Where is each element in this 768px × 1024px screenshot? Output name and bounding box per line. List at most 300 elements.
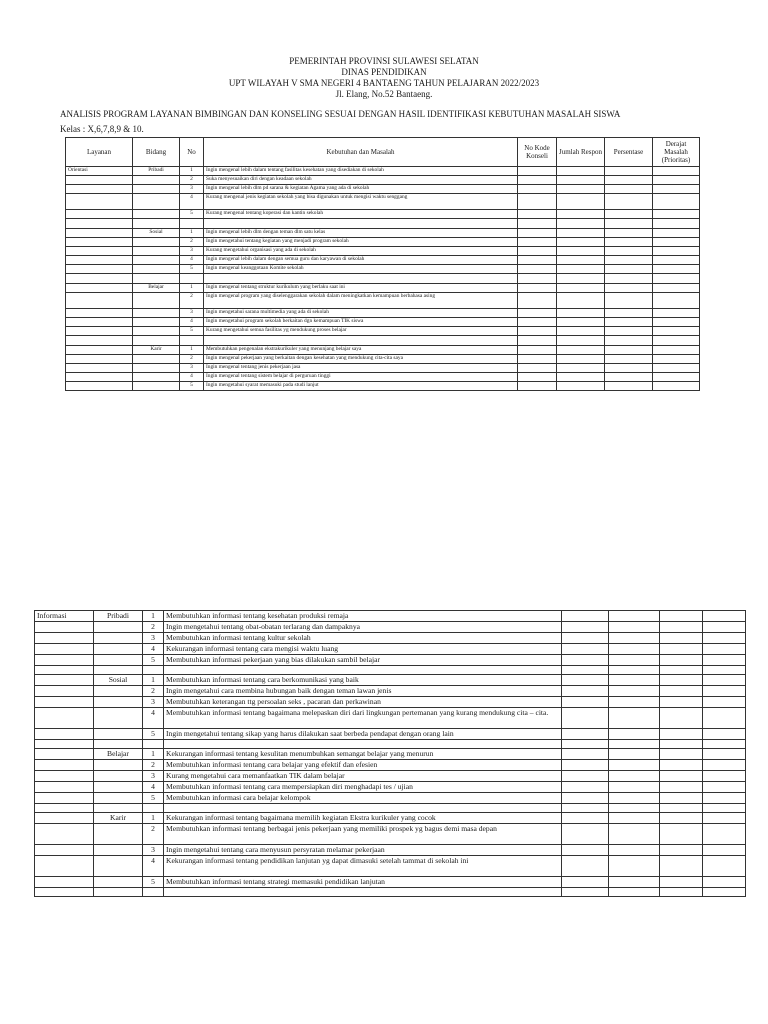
kode-cell: [562, 611, 609, 622]
table-row: [66, 185, 700, 194]
derajat-cell: [703, 749, 746, 760]
kebutuhan-cell: Ingin mengetahui tentang kegiatan yang menjadi program sekolah: [204, 238, 518, 247]
derajat-cell: [703, 675, 746, 686]
header-persentase: Persentase: [605, 138, 653, 167]
no-cell: 3: [180, 309, 204, 318]
derajat-cell: [703, 686, 746, 697]
kode-cell: [562, 675, 609, 686]
derajat-cell: [703, 760, 746, 771]
layanan-cell: [35, 877, 94, 888]
jumlah-cell: [557, 247, 605, 256]
kode-cell: [518, 355, 557, 364]
kode-cell: [562, 856, 609, 877]
jumlah-cell: [557, 318, 605, 327]
layanan-cell: [66, 364, 133, 373]
bidang-cell: Pribadi: [133, 167, 180, 176]
layanan-cell: [35, 888, 94, 897]
derajat-cell: [653, 355, 700, 364]
persentase-cell: [605, 176, 653, 185]
layanan-cell: [35, 633, 94, 644]
no-cell: [143, 666, 164, 675]
persentase-cell: [605, 229, 653, 238]
jumlah-cell: [557, 210, 605, 219]
derajat-cell: [653, 327, 700, 336]
kode-cell: [518, 256, 557, 265]
table-row: [35, 749, 746, 760]
layanan-cell: [66, 309, 133, 318]
jumlah-cell: [557, 274, 605, 284]
header-kebutuhan: Kebutuhan dan Masalah: [204, 138, 518, 167]
kode-cell: [518, 274, 557, 284]
derajat-cell: [703, 697, 746, 708]
table-row: [35, 675, 746, 686]
kode-cell: [518, 346, 557, 355]
kode-cell: [562, 749, 609, 760]
table-row: [66, 382, 700, 391]
layanan-cell: [66, 327, 133, 336]
no-cell: 2: [143, 622, 164, 633]
jumlah-cell: [609, 771, 660, 782]
persentase-cell: [605, 318, 653, 327]
derajat-cell: [703, 804, 746, 813]
kebutuhan-cell: Membutuhkan informasi tentang cara berkomunikasi yang baik: [164, 675, 562, 686]
kode-cell: [562, 697, 609, 708]
kode-cell: [562, 782, 609, 793]
no-cell: 4: [143, 644, 164, 655]
persentase-cell: [605, 373, 653, 382]
header-kode: No Kode Konseli: [518, 138, 557, 167]
bidang-cell: [133, 185, 180, 194]
persentase-cell: [605, 219, 653, 229]
persentase-cell: [605, 274, 653, 284]
no-cell: 3: [143, 697, 164, 708]
derajat-cell: [703, 771, 746, 782]
jumlah-cell: [557, 355, 605, 364]
persentase-cell: [605, 265, 653, 274]
no-cell: [180, 274, 204, 284]
persentase-cell: [605, 210, 653, 219]
layanan-cell: [35, 740, 94, 749]
table-row: [66, 293, 700, 309]
document-title: ANALISIS PROGRAM LAYANAN BIMBINGAN DAN KONSELING SESUAI DENGAN HASIL IDENTIFIKASI KEBUTUHAN MASALAH SISWA: [60, 109, 621, 119]
header-address: Jl. Elang, No.52 Bantaeng.: [335, 89, 433, 99]
table-row: [66, 265, 700, 274]
no-cell: 3: [143, 845, 164, 856]
derajat-cell: [703, 666, 746, 675]
blank-row: [35, 740, 746, 749]
layanan-cell: [66, 219, 133, 229]
kebutuhan-cell: Membutuhkan informasi pekerjaan yang bias dilakukan sambil belajar: [164, 655, 562, 666]
table-row: [35, 824, 746, 845]
bidang-cell: [94, 888, 143, 897]
kode-cell: [562, 655, 609, 666]
header-jumlah: Jumlah Respon: [557, 138, 605, 167]
jumlah-cell: [557, 373, 605, 382]
layanan-cell: [35, 644, 94, 655]
table-row: [66, 318, 700, 327]
header-no: No: [180, 138, 204, 167]
derajat-cell: [703, 633, 746, 644]
bidang-cell: [133, 327, 180, 336]
table-row: [35, 633, 746, 644]
layanan-cell: [35, 824, 94, 845]
bidang-cell: [94, 782, 143, 793]
layanan-cell: [35, 749, 94, 760]
header-school: UPT WILAYAH V SMA NEGERI 4 BANTAENG TAHUN PELAJARAN 2022/2023: [228, 78, 540, 88]
kebutuhan-cell: [204, 336, 518, 346]
kebutuhan-cell: Membutuhkan informasi tentang strategi memasuki pendidikan lanjutan: [164, 877, 562, 888]
bidang-cell: [133, 382, 180, 391]
layanan-cell: [35, 622, 94, 633]
table-row: [66, 167, 700, 176]
kebutuhan-cell: Ingin mengenal keanggotaan Komite sekolah: [204, 265, 518, 274]
table-row: [35, 877, 746, 888]
bidang-cell: [94, 655, 143, 666]
persentase-cell: [660, 740, 703, 749]
derajat-cell: [653, 284, 700, 293]
bidang-cell: [133, 364, 180, 373]
derajat-cell: [703, 708, 746, 729]
persentase-cell: [605, 293, 653, 309]
kebutuhan-cell: Kekurangan informasi tentang cara mengisi waktu luang: [164, 644, 562, 655]
bidang-cell: [133, 210, 180, 219]
kode-cell: [562, 824, 609, 845]
persentase-cell: [660, 804, 703, 813]
kode-cell: [518, 247, 557, 256]
kode-cell: [518, 284, 557, 293]
kode-cell: [518, 265, 557, 274]
no-cell: 1: [143, 813, 164, 824]
bidang-cell: [133, 318, 180, 327]
layanan-cell: [35, 666, 94, 675]
derajat-cell: [653, 194, 700, 210]
kebutuhan-cell: Ingin mengenal pekerjaan yang berkaitan dengan kesehatan yang mendukung cita-cita saya: [204, 355, 518, 364]
table-row: [35, 697, 746, 708]
bidang-cell: [94, 740, 143, 749]
no-cell: 2: [143, 824, 164, 845]
table-row: [66, 284, 700, 293]
derajat-cell: [653, 247, 700, 256]
layanan-cell: [66, 185, 133, 194]
bidang-cell: [133, 293, 180, 309]
no-cell: [143, 804, 164, 813]
jumlah-cell: [557, 176, 605, 185]
no-cell: 1: [180, 167, 204, 176]
persentase-cell: [660, 782, 703, 793]
kode-cell: [518, 327, 557, 336]
kebutuhan-cell: Ingin mengenal tentang sistem belajar di perguruan tinggi: [204, 373, 518, 382]
layanan-cell: [35, 804, 94, 813]
no-cell: 2: [180, 293, 204, 309]
no-cell: 4: [180, 318, 204, 327]
jumlah-cell: [557, 309, 605, 318]
kode-cell: [518, 373, 557, 382]
bidang-cell: Sosial: [133, 229, 180, 238]
no-cell: 5: [143, 877, 164, 888]
layanan-cell: [66, 382, 133, 391]
table-row: [35, 760, 746, 771]
jumlah-cell: [557, 346, 605, 355]
persentase-cell: [660, 856, 703, 877]
derajat-cell: [703, 729, 746, 740]
no-cell: 3: [180, 364, 204, 373]
kebutuhan-cell: Ingin mengetahui syarat memasuki pada studi lanjut: [204, 382, 518, 391]
persentase-cell: [605, 284, 653, 293]
no-cell: 1: [180, 229, 204, 238]
jumlah-cell: [609, 644, 660, 655]
layanan-cell: [66, 176, 133, 185]
layanan-cell: [35, 697, 94, 708]
persentase-cell: [605, 327, 653, 336]
table-row: [66, 373, 700, 382]
persentase-cell: [660, 749, 703, 760]
bidang-cell: [94, 697, 143, 708]
table-row: [35, 782, 746, 793]
kebutuhan-cell: Ingin mengenal lebih dalam dengan semua guru dan karyawan di sekolah: [204, 256, 518, 265]
bidang-cell: [94, 666, 143, 675]
persentase-cell: [605, 336, 653, 346]
kebutuhan-cell: Kurang mengenal jenis kegiatan sekolah yang bisa digunakan untuk mengisi waktu senggang: [204, 194, 518, 210]
jumlah-cell: [557, 256, 605, 265]
persentase-cell: [605, 346, 653, 355]
layanan-cell: [66, 346, 133, 355]
layanan-cell: [66, 355, 133, 364]
derajat-cell: [653, 293, 700, 309]
kebutuhan-cell: Kurang mengetahui organisasi yang ada di sekolah: [204, 247, 518, 256]
derajat-cell: [653, 318, 700, 327]
no-cell: 3: [143, 633, 164, 644]
table-row: [35, 644, 746, 655]
bidang-cell: Belajar: [94, 749, 143, 760]
kebutuhan-cell: Suka menyesuaikan diri dengan keadaan sekolah: [204, 176, 518, 185]
table-row: [35, 771, 746, 782]
no-cell: 1: [180, 346, 204, 355]
table-row: [35, 856, 746, 877]
kode-cell: [562, 729, 609, 740]
kebutuhan-cell: Membutuhkan informasi tentang cara mempersiapkan diri menghadapi tes / ujian: [164, 782, 562, 793]
layanan-cell: [66, 284, 133, 293]
bidang-cell: [133, 219, 180, 229]
derajat-cell: [653, 382, 700, 391]
bidang-cell: [133, 373, 180, 382]
kode-cell: [518, 210, 557, 219]
derajat-cell: [703, 622, 746, 633]
kebutuhan-cell: Kurang mengenal tentang koperasi dan kantin sekolah: [204, 210, 518, 219]
table-row: [66, 229, 700, 238]
blank-row: [66, 219, 700, 229]
persentase-cell: [660, 877, 703, 888]
kebutuhan-cell: Ingin mengenal lebih dalam tentang fasilitas kesehatan yang disediakan di sekolah: [204, 167, 518, 176]
layanan-cell: [35, 856, 94, 877]
persentase-cell: [660, 686, 703, 697]
jumlah-cell: [609, 793, 660, 804]
layanan-cell: [35, 686, 94, 697]
bidang-cell: [133, 355, 180, 364]
layanan-cell: Informasi: [35, 611, 94, 622]
bidang-cell: [94, 771, 143, 782]
kebutuhan-cell: Membutuhkan pengenalan ekstrakurikuler yang menunjang belajar saya: [204, 346, 518, 355]
jumlah-cell: [557, 336, 605, 346]
jumlah-cell: [609, 740, 660, 749]
kode-cell: [518, 219, 557, 229]
derajat-cell: [653, 265, 700, 274]
no-cell: [143, 740, 164, 749]
no-cell: 1: [143, 749, 164, 760]
bidang-cell: [94, 729, 143, 740]
persentase-cell: [660, 622, 703, 633]
persentase-cell: [605, 355, 653, 364]
persentase-cell: [605, 238, 653, 247]
jumlah-cell: [609, 633, 660, 644]
no-cell: 4: [180, 373, 204, 382]
kode-cell: [562, 633, 609, 644]
derajat-cell: [653, 373, 700, 382]
table-row: [66, 194, 700, 210]
kode-cell: [562, 686, 609, 697]
derajat-cell: [703, 644, 746, 655]
table-row: [35, 813, 746, 824]
jumlah-cell: [557, 185, 605, 194]
kode-cell: [518, 364, 557, 373]
table-row: [66, 256, 700, 265]
kebutuhan-cell: Ingin mengetahui tentang obat-obatan terlarang dan dampaknya: [164, 622, 562, 633]
jumlah-cell: [609, 697, 660, 708]
header-government: PEMERINTAH PROVINSI SULAWESI SELATAN: [289, 56, 479, 66]
kebutuhan-cell: Kurang mengetahui cara memanfaatkan TIK dalam belajar: [164, 771, 562, 782]
no-cell: 1: [180, 284, 204, 293]
no-cell: 5: [180, 265, 204, 274]
kode-cell: [518, 382, 557, 391]
bidang-cell: [94, 877, 143, 888]
derajat-cell: [653, 256, 700, 265]
persentase-cell: [660, 771, 703, 782]
persentase-cell: [660, 644, 703, 655]
derajat-cell: [703, 782, 746, 793]
layanan-cell: [66, 210, 133, 219]
no-cell: 3: [180, 185, 204, 194]
bidang-cell: [94, 793, 143, 804]
bidang-cell: [133, 274, 180, 284]
class-info: Kelas : X,6,7,8,9 & 10.: [60, 124, 144, 134]
layanan-cell: [35, 729, 94, 740]
table-row: [66, 210, 700, 219]
bidang-cell: Karir: [133, 346, 180, 355]
no-cell: 5: [143, 655, 164, 666]
kebutuhan-cell: Membutuhkan keterangan ttg persoalan seks , pacaran dan perkawinan: [164, 697, 562, 708]
jumlah-cell: [557, 382, 605, 391]
kebutuhan-cell: Ingin mengenal program yang diselenggarakan sekolah dalam meningkatkan kemampuan berbahasa asing: [204, 293, 518, 309]
no-cell: [180, 336, 204, 346]
kebutuhan-cell: Membutuhkan informasi tentang kesehatan produksi remaja: [164, 611, 562, 622]
bidang-cell: [94, 644, 143, 655]
jumlah-cell: [609, 804, 660, 813]
layanan-cell: [35, 771, 94, 782]
persentase-cell: [660, 697, 703, 708]
jumlah-cell: [609, 813, 660, 824]
derajat-cell: [653, 176, 700, 185]
no-cell: 5: [180, 210, 204, 219]
persentase-cell: [660, 888, 703, 897]
kebutuhan-cell: Membutuhkan informasi tentang berbagai jenis pekerjaan yang memiliki prospek yg bagus demi masa depan: [164, 824, 562, 845]
jumlah-cell: [557, 219, 605, 229]
persentase-cell: [660, 675, 703, 686]
layanan-cell: [66, 247, 133, 256]
no-cell: 2: [180, 238, 204, 247]
kebutuhan-cell: Kurang mengetahui semua fasilitas yg mendukung proses belajar: [204, 327, 518, 336]
layanan-cell: [66, 265, 133, 274]
layanan-cell: [66, 229, 133, 238]
needs-analysis-table-orientation: [65, 137, 700, 391]
bidang-cell: [94, 856, 143, 877]
jumlah-cell: [609, 824, 660, 845]
table-row: [66, 364, 700, 373]
kebutuhan-cell: Ingin mengenal lebih dlm pd sarana & kegiatan Agama yang ada di sekolah: [204, 185, 518, 194]
bidang-cell: Belajar: [133, 284, 180, 293]
derajat-cell: [703, 655, 746, 666]
jumlah-cell: [609, 760, 660, 771]
blank-row: [66, 274, 700, 284]
jumlah-cell: [609, 729, 660, 740]
no-cell: 2: [180, 355, 204, 364]
jumlah-cell: [609, 845, 660, 856]
no-cell: [143, 888, 164, 897]
bidang-cell: [133, 176, 180, 185]
kode-cell: [562, 622, 609, 633]
no-cell: 5: [143, 793, 164, 804]
kebutuhan-cell: Membutuhkan informasi tentang cara belajar yang efektif dan efesien: [164, 760, 562, 771]
persentase-cell: [605, 364, 653, 373]
kebutuhan-cell: Ingin mengetahui cara membina hubungan baik dengan teman lawan jenis: [164, 686, 562, 697]
jumlah-cell: [557, 265, 605, 274]
persentase-cell: [605, 247, 653, 256]
bidang-cell: [133, 256, 180, 265]
bidang-cell: [133, 309, 180, 318]
jumlah-cell: [609, 611, 660, 622]
layanan-cell: [66, 318, 133, 327]
kebutuhan-cell: [204, 274, 518, 284]
derajat-cell: [653, 210, 700, 219]
table-row: [66, 355, 700, 364]
bidang-cell: [133, 247, 180, 256]
bidang-cell: [94, 622, 143, 633]
no-cell: 4: [180, 194, 204, 210]
table-row: [35, 611, 746, 622]
bidang-cell: [94, 760, 143, 771]
table-row: [66, 327, 700, 336]
jumlah-cell: [557, 364, 605, 373]
bidang-cell: Sosial: [94, 675, 143, 686]
jumlah-cell: [609, 856, 660, 877]
kebutuhan-cell: Ingin mengenal tentang jenis pekerjaan jasa: [204, 364, 518, 373]
jumlah-cell: [557, 293, 605, 309]
header-department: DINAS PENDIDIKAN: [341, 67, 427, 77]
kebutuhan-cell: [164, 666, 562, 675]
blank-row: [35, 804, 746, 813]
kode-cell: [518, 176, 557, 185]
table-row: [35, 845, 746, 856]
derajat-cell: [653, 274, 700, 284]
jumlah-cell: [557, 194, 605, 210]
derajat-cell: [653, 309, 700, 318]
persentase-cell: [660, 729, 703, 740]
kode-cell: [518, 185, 557, 194]
bidang-cell: [133, 336, 180, 346]
persentase-cell: [660, 708, 703, 729]
bidang-cell: Pribadi: [94, 611, 143, 622]
derajat-cell: [653, 167, 700, 176]
table-row: [35, 686, 746, 697]
bidang-cell: [133, 265, 180, 274]
